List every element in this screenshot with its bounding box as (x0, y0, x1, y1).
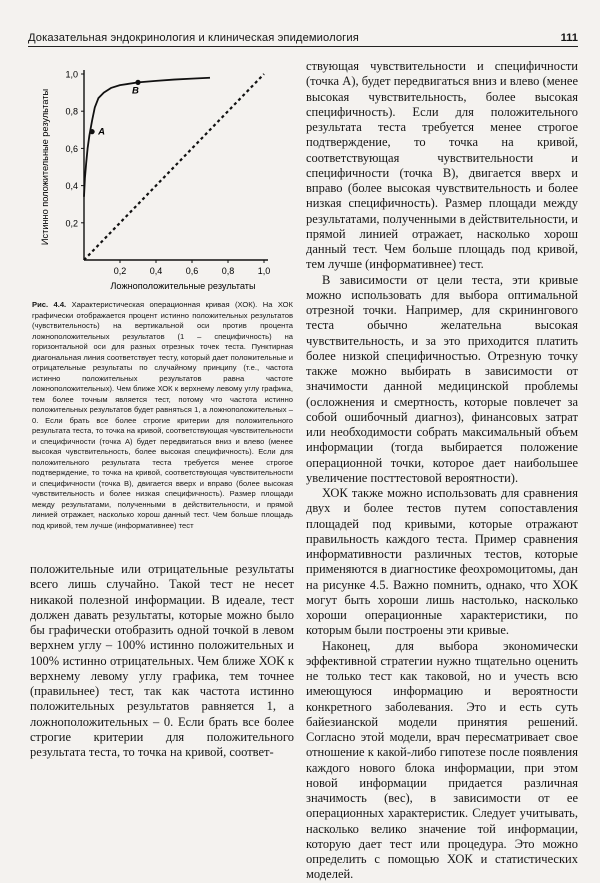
x-tick-label: 0,8 (221, 266, 235, 276)
x-tick-label: 0,6 (185, 266, 199, 276)
point-label: B (132, 85, 139, 97)
y-axis-label: Истинно положительные результаты (40, 88, 50, 246)
y-tick-label: 0,2 (65, 218, 78, 229)
operating-point (135, 80, 140, 85)
figure-caption (32, 300, 293, 531)
paragraph: ХОК также можно использовать для сравнения двух и более тестов путем сопоставления площадей под кривыми, которые отражают правильность каждого теста. Пример сравнения информативности различных тестов, которые применяются в диагностике феохромоцитомы, дан на рисунке 4.5. Важно помнить, однако, что ХОК могут быть хороши лишь настолько, насколько хороши операционные характеристики, по которым были построены эти кривые. (306, 486, 578, 638)
paragraph: В зависимости от цели теста, эти кривые можно использовать для выбора оптимальной отрезной точки. Например, для скринингового теста обычно желательна высокая чувствительность, и за это приходится платить более низкой специфичностью. Отрезную точку также можно выбирать в зависимости от значимости данной медицинской проблемы (осложнения и смертность, которые повлечет за собой ошибочный диагноз), финансовых затрат или необходимости собрать максимальный объем информации (тогда выбирается положение операционной точки, которое дает наибольшее увеличение посттестовой вероятности). (306, 272, 578, 485)
y-tick-label: 0,8 (65, 106, 78, 117)
diagonal-line (84, 74, 264, 260)
right-column (306, 59, 578, 883)
x-axis-label: Ложноположительные результаты (110, 281, 256, 291)
running-title: Доказательная эндокринология и клиническая эпидемиология (28, 32, 359, 44)
y-tick-label: 0,6 (65, 143, 78, 154)
y-tick-label: 0,4 (65, 181, 78, 192)
paragraph: положительные или отрицательные результаты всего лишь случайно. Такой тест не несет никакой полезной информации. В идеале, тест должен давать результаты, которые можно было бы графически отобразить одной точкой в левом верхнем углу – 100% истинно положительных и 100% истинно отрицательных. Чем ближе ХОК к верхнему левому углу графика, тем точнее (правильнее) тест, так как частота истинно положительных результатов равняется 1, а ложноположительных – 0. Если брать все более строгие критерии для положительного результата теста, то точка на кривой, соответ- (30, 562, 294, 759)
x-tick-label: 0,2 (113, 266, 127, 276)
roc-chart (28, 52, 298, 302)
point-label: A (98, 126, 105, 138)
x-tick-label: 1,0 (257, 266, 271, 276)
x-tick-label: 0,4 (149, 266, 163, 276)
operating-point (90, 129, 95, 134)
caption-text: Характеристическая операционная кривая (ХОК). На ХОК графически отображается процент истинно положительных результатов (чувствительность) на вертикальной оси против процента ложноположительных результатов (1 – специфичность) на горизонтальной оси для разных отрезных точек теста. Пунктирная диагональная линия соответствует тесту, который дает положительные и отрицательные результаты по случайному принципу (т.е., частота истинно положительных результатов равна частоте ложноположительных). Чем ближе ХОК к верхнему левому углу графика, тем более точным является тест, потому что частота истинно положительных результатов будет равняться 1, а ложноположительных – 0. Если брать все более строгие критерии для положительного результата теста, то точка на кривой, соответствующая чувствительности и специфичности (точка А) будет передвигаться вниз и влево (менее высокая чувствительность, более высокая специфичность). Если для положительного результата теста требуется менее строгое подтверждение, то точка на кривой, соответствующая чувствительности и специфичности (точка В), двигается вверх и вправо (более высокая чувствительность и более низкая специфичность). Размер площади между результатами, полученными в действительности, и прямой линией отражает, насколько хорош данный тест. Чем больше площадь под кривой, тем лучше (информативнее) тест (32, 300, 293, 530)
left-column-text (30, 562, 294, 760)
paragraph: Наконец, для выбора экономически эффективной стратегии нужно тщательно оценить не только тест как таковой, но и учесть всю имеющуюся информацию и вероятности конкретного заболевания. Это и есть суть байезианской модели принятия решений. Согласно этой модели, врач пересматривает свое отношение к какой-либо гипотезе после появления каждого нового блока информации, при этом новой информации придается различная значимость (вес), в зависимости от ее операционных характеристик. Следует учитывать, насколько велико значение той информации, которую дает тест или процедура. Это можно определить с помощью ХОК и статистических моделей. (306, 638, 578, 882)
paragraph: ствующая чувствительности и специфичности (точка А), будет передвигаться вниз и влево (менее высокая чувствительность, более высокая специфичность). Если для положительного результата теста требуется менее строгое подтверждение, то точка на кривой, соответствующая чувствительности и специфичности (точка В), двигается вверх и вправо (более высокая чувствительность и более низкая специфичность). Размер площади между результатами, полученными в действительности, и прямой линией отражает, насколько хорош данный тест. Чем больше площадь под кривой, тем лучше (информативнее) тест. (306, 59, 578, 272)
caption-lead: Рис. 4.4. (32, 300, 67, 309)
running-header (28, 26, 578, 47)
page-number: 111 (560, 32, 578, 44)
y-tick-label: 1,0 (65, 69, 78, 80)
roc-figure (28, 52, 298, 302)
